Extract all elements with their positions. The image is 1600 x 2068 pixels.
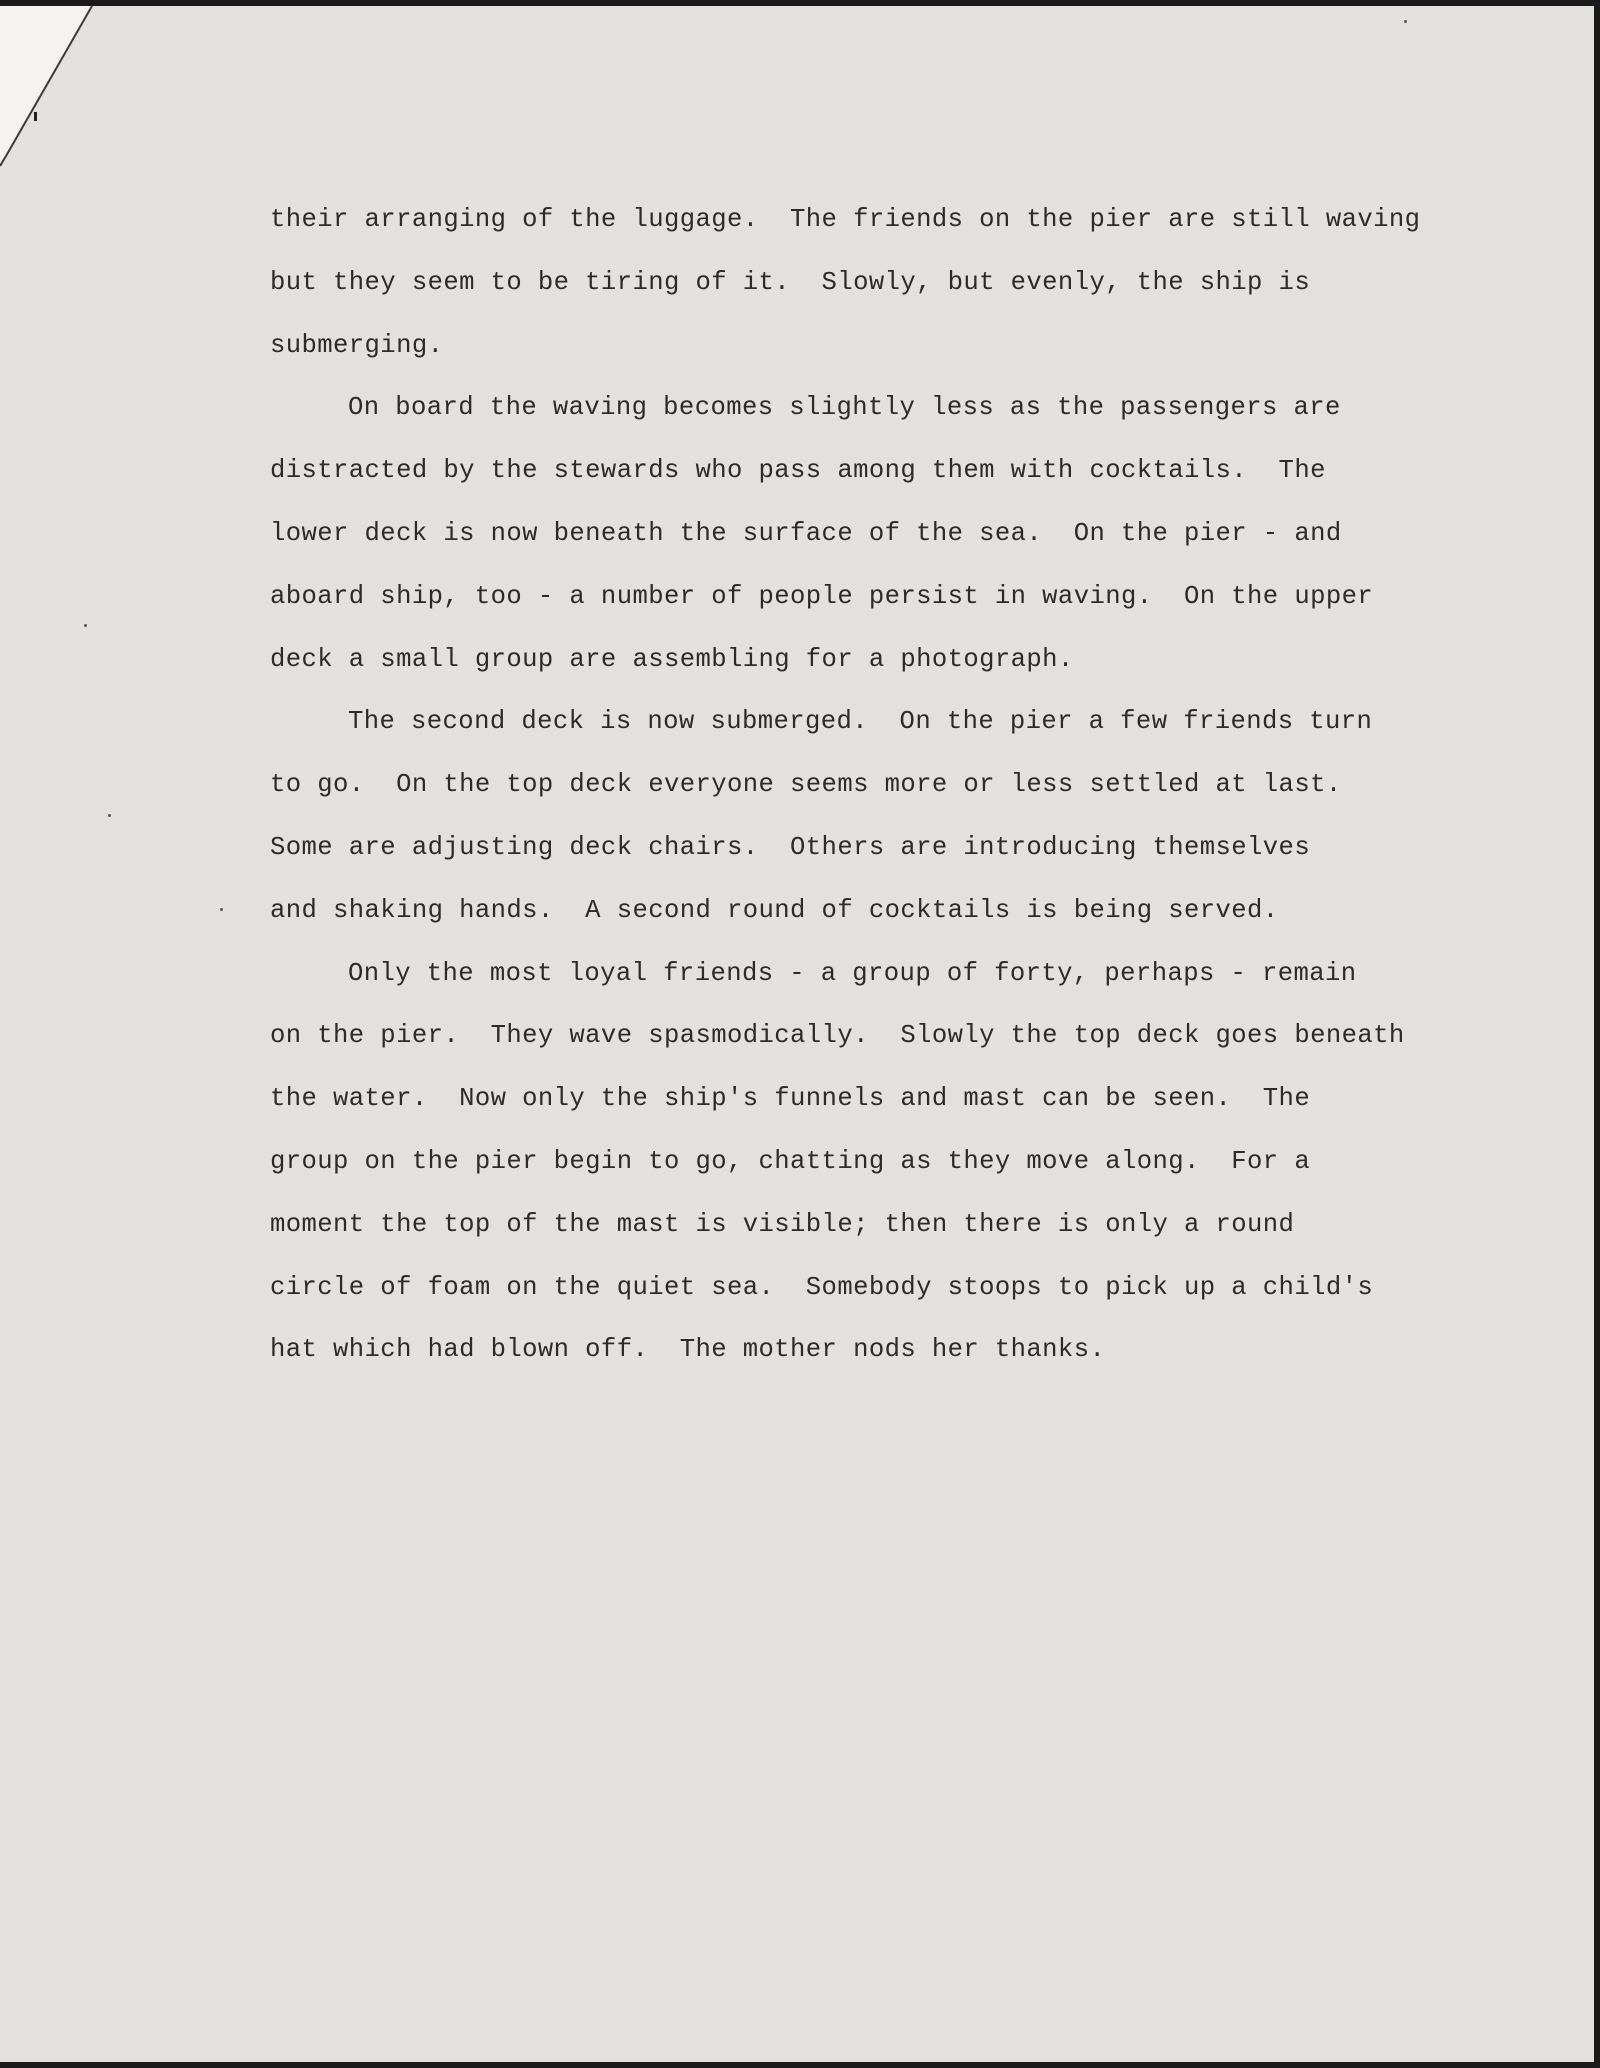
text-line: circle of foam on the quiet sea. Somebody stoops to pick up a child's <box>270 1272 1374 1302</box>
typewritten-page <box>0 6 1594 2062</box>
text-line: submerging. <box>270 330 444 360</box>
paragraph-4 <box>270 943 1450 1383</box>
paper-speck <box>220 908 223 911</box>
paper-speck <box>84 624 87 627</box>
text-line: to go. On the top deck everyone seems more or less settled at last. <box>270 770 1342 800</box>
paragraph-3 <box>270 691 1450 942</box>
paper-speck <box>108 814 111 817</box>
text-line: but they seem to be tiring of it. Slowly, but evenly, the ship is <box>270 267 1311 297</box>
paragraph-2 <box>270 377 1450 691</box>
text-line: aboard ship, too - a number of people persist in waving. On the upper <box>270 581 1374 611</box>
text-line: Some are adjusting deck chairs. Others are introducing themselves <box>270 832 1311 862</box>
text-line: On board the waving becomes slightly less as the passengers are <box>348 393 1341 423</box>
text-line: distracted by the stewards who pass among them with cocktails. The <box>270 456 1326 486</box>
text-line: deck a small group are assembling for a photograph. <box>270 644 1074 674</box>
text-line: on the pier. They wave spasmodically. Slowly the top deck goes beneath <box>270 1021 1405 1051</box>
text-line: moment the top of the mast is visible; then there is only a round <box>270 1209 1295 1239</box>
text-line: group on the pier begin to go, chatting as they move along. For a <box>270 1146 1311 1176</box>
text-line: hat which had blown off. The mother nods her thanks. <box>270 1335 1106 1365</box>
paper-speck <box>1404 20 1407 23</box>
text-line: lower deck is now beneath the surface of the sea. On the pier - and <box>270 518 1342 548</box>
folded-corner-mark <box>0 6 110 176</box>
text-line: Only the most loyal friends - a group of forty, perhaps - remain <box>348 958 1357 988</box>
text-line: the water. Now only the ship's funnels and mast can be seen. The <box>270 1084 1311 1114</box>
paragraph-1 <box>270 189 1450 377</box>
text-line: and shaking hands. A second round of cocktails is being served. <box>270 895 1279 925</box>
body-text <box>270 189 1450 1382</box>
text-line: The second deck is now submerged. On the pier a few friends turn <box>348 707 1373 737</box>
text-line: their arranging of the luggage. The friends on the pier are still waving <box>270 205 1421 234</box>
